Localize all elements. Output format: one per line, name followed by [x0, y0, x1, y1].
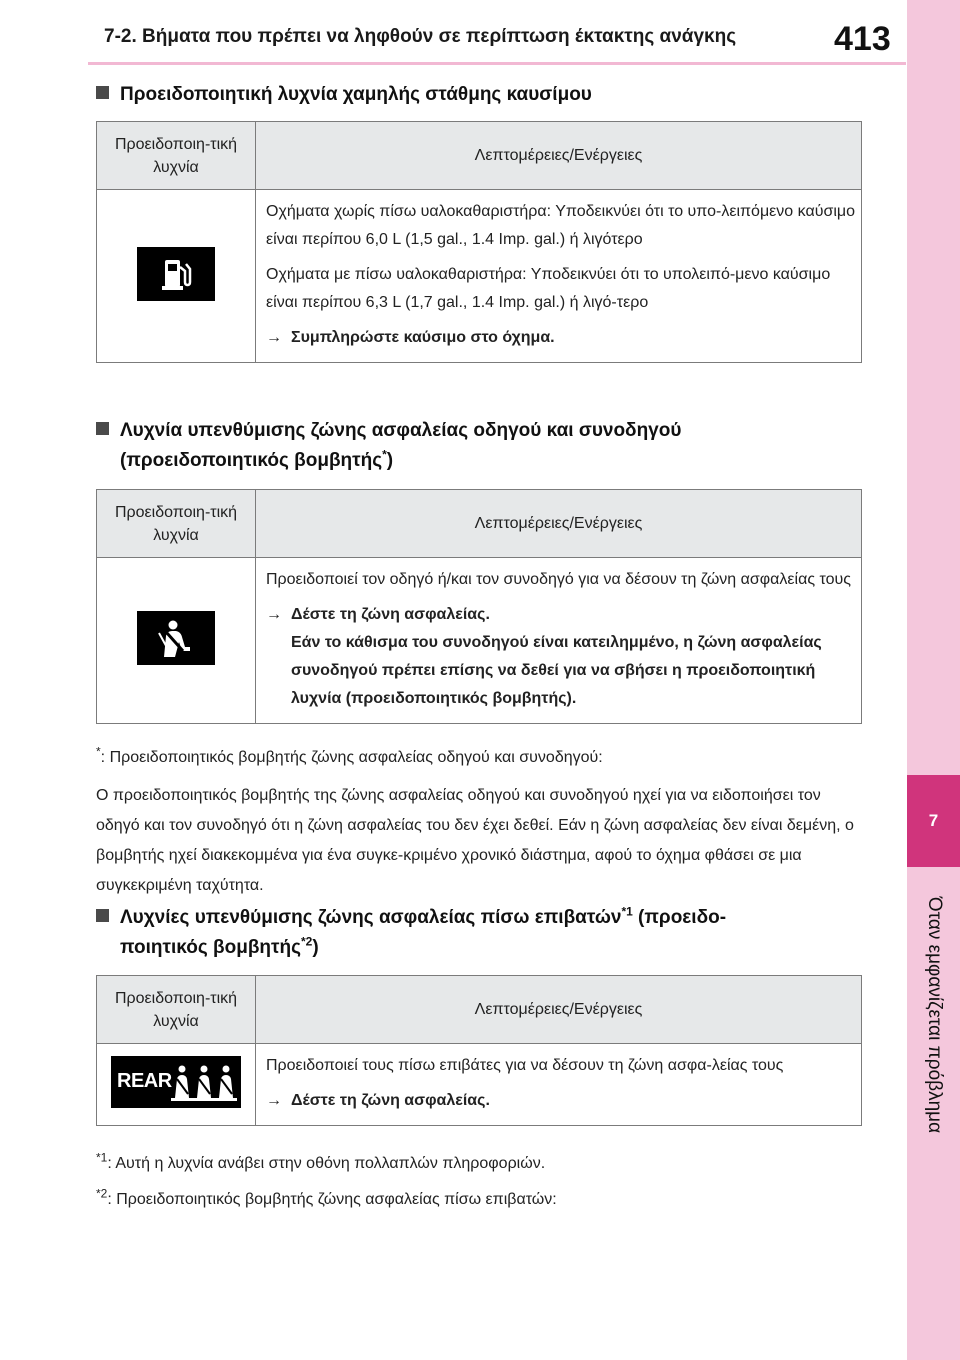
- square-bullet-icon: [96, 909, 109, 922]
- footnote-star: *: Προειδοποιητικός βομβητής ζώνης ασφαλείας οδηγού και συνοδηγού:: [96, 744, 603, 766]
- seatbelt-detail: Προειδοποιεί τον οδηγό ή/και τον συνοδηγό για να δέσουν τη ζώνη ασφαλείας τους: [266, 571, 851, 588]
- rear-icon-text: REAR: [117, 1070, 172, 1092]
- icon-cell: [97, 558, 256, 724]
- column-header-details: Λεπτομέρειες/Ενέργειες: [256, 976, 862, 1044]
- rear-seatbelt-icon: [111, 1056, 241, 1108]
- column-header-light: Προειδοποιη-τική λυχνία: [97, 122, 256, 190]
- header-divider: [88, 62, 906, 65]
- footnote-1: $^{*1}$: Αυτή η λυχνία ανάβει στην οθόνη πολλαπλών πληροφοριών.: [96, 1150, 546, 1172]
- seatbelt-warning-table: [96, 489, 862, 724]
- fuel-detail-no-wiper: Οχήματα χωρίς πίσω υαλοκαθαριστήρα: Υποδεικνύει ότι το υπο-λειπόμενο καύσιμο είναι περίπου 6,0 L (1,5 gal., 1.4 Imp. gal.) ή λιγότερο: [266, 203, 855, 248]
- chapter-side-tab: [907, 0, 960, 1360]
- fuel-action: → Συμπληρώστε καύσιμο στο όχημα.: [266, 324, 855, 352]
- rear-detail: Προειδοποιεί τους πίσω επιβάτες για να δέσουν τη ζώνη ασφα-λείας τους: [266, 1057, 784, 1074]
- seatbelt-action: → Δέστε τη ζώνη ασφαλείας. Εάν το κάθισμα του συνοδηγού είναι κατειλημμένο, η ζώνη ασφαλείας συνοδηγού πρέπει επίσης να δεθεί για να σβήσει η προειδοποιητική λυχνία (προειδοποιητικός βομβητής).: [266, 601, 855, 713]
- chapter-title: Όταν εμφανίζεται πρόβλημα: [924, 896, 945, 1134]
- table-header-row: [97, 490, 862, 558]
- fuel-section-title: Προειδοποιητική λυχνία χαμηλής στάθμης καυσίμου: [96, 80, 592, 110]
- page-header: [0, 0, 906, 62]
- chapter-number: 7: [928, 811, 939, 830]
- details-cell: [256, 1044, 862, 1126]
- arrow-right-icon: →: [266, 1092, 282, 1109]
- table-row: [97, 190, 862, 363]
- rear-action: → Δέστε τη ζώνη ασφαλείας.: [266, 1087, 855, 1115]
- details-cell: [256, 558, 862, 724]
- fuel-detail-with-wiper: Οχήματα με πίσω υαλοκαθαριστήρα: Υποδεικνύει ότι το υπολειπό-μενο καύσιμο είναι περίπου 6,3 L (1,7 gal., 1.4 Imp. gal.) ή λιγό-τερο: [266, 266, 831, 311]
- details-cell: [256, 190, 862, 363]
- arrow-right-icon: →: [266, 606, 282, 623]
- rear-warning-table: [96, 975, 862, 1126]
- square-bullet-icon: [96, 86, 109, 99]
- fuel-warning-table: [96, 121, 862, 363]
- buzzer-paragraph: Ο προειδοποιητικός βομβητής της ζώνης ασφαλείας οδηγού και συνοδηγού ηχεί για να ειδοποιήσει τον οδηγό και τον συνοδηγό ότι η ζώνη ασφαλείας του δεν έχει δεθεί. Εάν η ζώνη ασφαλείας δεν είναι δεμένη, ο βομβητής ηχεί διακεκομμένα για ένα συγκε-κριμένο χρονικό διάστημα, αφού το όχημα φθάσει σε μια συγκεκριμένη ταχύτητα.: [96, 787, 854, 894]
- table-row: [97, 1044, 862, 1126]
- column-header-light: Προειδοποιη-τική λυχνία: [97, 490, 256, 558]
- table-row: [97, 558, 862, 724]
- icon-cell: [97, 190, 256, 363]
- footnote-2: $^{*2}$: Προειδοποιητικός βομβητής ζώνης ασφαλείας πίσω επιβατών:: [96, 1186, 557, 1208]
- table-header-row: [97, 122, 862, 190]
- page-number: 413: [834, 20, 891, 58]
- fuel-pump-icon: [137, 247, 215, 301]
- column-header-light: Προειδοποιη-τική λυχνία: [97, 976, 256, 1044]
- chapter-number-box: [907, 775, 960, 867]
- square-bullet-icon: [96, 422, 109, 435]
- seatbelt-icon: [137, 611, 215, 665]
- rear-section-title: Λυχνίες υπενθύμισης ζώνης ασφαλείας πίσω επιβατών$^{*1}$ (προειδο- ποιητικός βομβητής$^{*2}$): [96, 903, 726, 963]
- icon-cell: [97, 1044, 256, 1126]
- column-header-details: Λεπτομέρειες/Ενέργειες: [256, 490, 862, 558]
- arrow-right-icon: →: [266, 329, 282, 346]
- seatbelt-section-title: Λυχνία υπενθύμισης ζώνης ασφαλείας οδηγού και συνοδηγού (προειδοποιητικός βομβητής*): [96, 416, 681, 476]
- column-header-details: Λεπτομέρειες/Ενέργειες: [256, 122, 862, 190]
- table-header-row: [97, 976, 862, 1044]
- section-heading: 7-2. Βήματα που πρέπει να ληφθούν σε περίπτωση έκτακτης ανάγκης: [104, 26, 737, 47]
